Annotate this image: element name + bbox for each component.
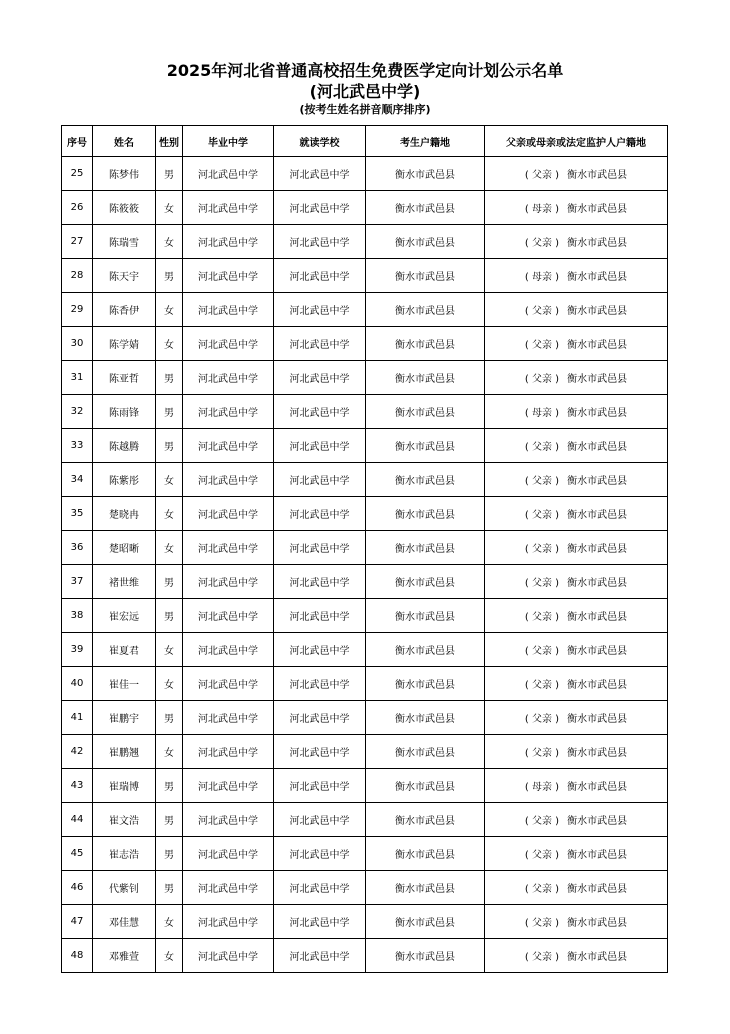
table-row (62, 939, 668, 973)
guardian-relation: ( 父亲 ) (524, 680, 560, 691)
cell-grad-school: 河北武邑中学 (183, 599, 274, 633)
guardian-relation: ( 母亲 ) (524, 204, 560, 215)
cell-guardian-hukou (485, 259, 668, 293)
guardian-relation: ( 父亲 ) (524, 884, 560, 895)
cell-name: 陈梦伟 (93, 157, 156, 191)
table-row (62, 667, 668, 701)
cell-grad-school: 河北武邑中学 (183, 939, 274, 973)
cell-current-school: 河北武邑中学 (274, 293, 366, 327)
cell-hukou: 衡水市武邑县 (366, 531, 485, 565)
cell-seq: 36 (62, 531, 93, 565)
cell-hukou: 衡水市武邑县 (366, 667, 485, 701)
guardian-relation: ( 父亲 ) (524, 646, 560, 657)
guardian-place: 衡水市武邑县 (567, 714, 628, 725)
cell-hukou: 衡水市武邑县 (366, 293, 485, 327)
cell-gender: 男 (156, 565, 183, 599)
cell-seq: 28 (62, 259, 93, 293)
document-sort-note: (按考生姓名拼音顺序排序) (299, 103, 431, 116)
cell-seq: 44 (62, 803, 93, 837)
cell-gender: 男 (156, 599, 183, 633)
cell-grad-school: 河北武邑中学 (183, 803, 274, 837)
cell-name: 崔鹏翘 (93, 735, 156, 769)
cell-current-school: 河北武邑中学 (274, 395, 366, 429)
cell-gender: 女 (156, 497, 183, 531)
guardian-place: 衡水市武邑县 (567, 272, 628, 283)
cell-current-school: 河北武邑中学 (274, 939, 366, 973)
cell-guardian-hukou (485, 327, 668, 361)
guardian-place: 衡水市武邑县 (567, 306, 628, 317)
guardian-place: 衡水市武邑县 (567, 238, 628, 249)
cell-grad-school: 河北武邑中学 (183, 395, 274, 429)
cell-seq: 46 (62, 871, 93, 905)
guardian-relation: ( 父亲 ) (524, 238, 560, 249)
cell-gender: 女 (156, 667, 183, 701)
guardian-place: 衡水市武邑县 (567, 408, 628, 419)
table-row (62, 769, 668, 803)
cell-current-school: 河北武邑中学 (274, 701, 366, 735)
guardian-relation: ( 父亲 ) (524, 306, 560, 317)
cell-seq: 47 (62, 905, 93, 939)
cell-current-school: 河北武邑中学 (274, 531, 366, 565)
cell-gender: 男 (156, 157, 183, 191)
guardian-relation: ( 母亲 ) (524, 782, 560, 793)
cell-guardian-hukou (485, 361, 668, 395)
cell-guardian-hukou (485, 599, 668, 633)
cell-name: 褚世维 (93, 565, 156, 599)
cell-name: 陈瑞雪 (93, 225, 156, 259)
cell-grad-school: 河北武邑中学 (183, 191, 274, 225)
guardian-place: 衡水市武邑县 (567, 850, 628, 861)
cell-name: 楚晓冉 (93, 497, 156, 531)
cell-seq: 40 (62, 667, 93, 701)
cell-current-school: 河北武邑中学 (274, 667, 366, 701)
cell-guardian-hukou (485, 463, 668, 497)
cell-gender: 女 (156, 463, 183, 497)
cell-seq: 29 (62, 293, 93, 327)
table-row (62, 395, 668, 429)
cell-guardian-hukou (485, 939, 668, 973)
cell-gender: 男 (156, 803, 183, 837)
cell-seq: 37 (62, 565, 93, 599)
cell-current-school: 河北武邑中学 (274, 837, 366, 871)
cell-grad-school: 河北武邑中学 (183, 225, 274, 259)
cell-seq: 30 (62, 327, 93, 361)
cell-grad-school: 河北武邑中学 (183, 327, 274, 361)
cell-current-school: 河北武邑中学 (274, 327, 366, 361)
cell-name: 崔鹏宇 (93, 701, 156, 735)
cell-current-school: 河北武邑中学 (274, 565, 366, 599)
guardian-place: 衡水市武邑县 (567, 170, 628, 181)
guardian-relation: ( 父亲 ) (524, 816, 560, 827)
cell-guardian-hukou (485, 769, 668, 803)
cell-name: 陈筱筱 (93, 191, 156, 225)
cell-grad-school: 河北武邑中学 (183, 667, 274, 701)
cell-gender: 男 (156, 871, 183, 905)
cell-name: 崔佳一 (93, 667, 156, 701)
cell-guardian-hukou (485, 429, 668, 463)
cell-name: 邓佳慧 (93, 905, 156, 939)
cell-grad-school: 河北武邑中学 (183, 769, 274, 803)
cell-guardian-hukou (485, 531, 668, 565)
table-row (62, 361, 668, 395)
cell-seq: 31 (62, 361, 93, 395)
guardian-place: 衡水市武邑县 (567, 578, 628, 589)
table-row (62, 633, 668, 667)
guardian-relation: ( 父亲 ) (524, 170, 560, 181)
cell-current-school: 河北武邑中学 (274, 803, 366, 837)
table-row (62, 225, 668, 259)
table-row (62, 599, 668, 633)
cell-hukou: 衡水市武邑县 (366, 327, 485, 361)
cell-hukou: 衡水市武邑县 (366, 565, 485, 599)
table-row (62, 327, 668, 361)
cell-gender: 女 (156, 735, 183, 769)
guardian-relation: ( 父亲 ) (524, 748, 560, 759)
cell-gender: 男 (156, 259, 183, 293)
cell-current-school: 河北武邑中学 (274, 225, 366, 259)
roster-body (62, 157, 668, 973)
cell-seq: 32 (62, 395, 93, 429)
cell-hukou: 衡水市武邑县 (366, 905, 485, 939)
table-row (62, 871, 668, 905)
cell-name: 崔宏远 (93, 599, 156, 633)
cell-name: 陈紫彤 (93, 463, 156, 497)
cell-hukou: 衡水市武邑县 (366, 259, 485, 293)
cell-seq: 39 (62, 633, 93, 667)
cell-grad-school: 河北武邑中学 (183, 565, 274, 599)
cell-gender: 女 (156, 191, 183, 225)
cell-guardian-hukou (485, 565, 668, 599)
guardian-relation: ( 父亲 ) (524, 714, 560, 725)
guardian-place: 衡水市武邑县 (567, 680, 628, 691)
table-row (62, 531, 668, 565)
cell-seq: 34 (62, 463, 93, 497)
guardian-place: 衡水市武邑县 (567, 510, 628, 521)
cell-gender: 男 (156, 395, 183, 429)
guardian-place: 衡水市武邑县 (567, 374, 628, 385)
cell-current-school: 河北武邑中学 (274, 769, 366, 803)
cell-seq: 35 (62, 497, 93, 531)
table-row (62, 497, 668, 531)
guardian-relation: ( 父亲 ) (524, 374, 560, 385)
cell-hukou: 衡水市武邑县 (366, 361, 485, 395)
cell-seq: 38 (62, 599, 93, 633)
cell-name: 崔夏君 (93, 633, 156, 667)
cell-guardian-hukou (485, 667, 668, 701)
guardian-relation: ( 母亲 ) (524, 408, 560, 419)
cell-guardian-hukou (485, 497, 668, 531)
document-school-subtitle: (河北武邑中学) (309, 82, 421, 101)
cell-gender: 男 (156, 769, 183, 803)
guardian-relation: ( 父亲 ) (524, 442, 560, 453)
guardian-place: 衡水市武邑县 (567, 816, 628, 827)
cell-name: 崔瑞博 (93, 769, 156, 803)
cell-current-school: 河北武邑中学 (274, 599, 366, 633)
cell-seq: 33 (62, 429, 93, 463)
cell-guardian-hukou (485, 633, 668, 667)
guardian-relation: ( 母亲 ) (524, 272, 560, 283)
cell-hukou: 衡水市武邑县 (366, 225, 485, 259)
guardian-relation: ( 父亲 ) (524, 510, 560, 521)
cell-hukou: 衡水市武邑县 (366, 871, 485, 905)
cell-hukou: 衡水市武邑县 (366, 157, 485, 191)
table-row (62, 293, 668, 327)
cell-name: 邓雅萱 (93, 939, 156, 973)
cell-guardian-hukou (485, 735, 668, 769)
header-hukou: 考生户籍地 (366, 126, 485, 157)
document-title: 2025年河北省普通高校招生免费医学定向计划公示名单 (166, 61, 564, 80)
cell-guardian-hukou (485, 395, 668, 429)
cell-hukou: 衡水市武邑县 (366, 837, 485, 871)
cell-hukou: 衡水市武邑县 (366, 191, 485, 225)
cell-guardian-hukou (485, 837, 668, 871)
guardian-place: 衡水市武邑县 (567, 748, 628, 759)
cell-gender: 女 (156, 633, 183, 667)
cell-hukou: 衡水市武邑县 (366, 701, 485, 735)
cell-hukou: 衡水市武邑县 (366, 599, 485, 633)
table-row (62, 837, 668, 871)
guardian-place: 衡水市武邑县 (567, 918, 628, 929)
cell-seq: 45 (62, 837, 93, 871)
roster-table (61, 125, 668, 973)
cell-current-school: 河北武邑中学 (274, 191, 366, 225)
cell-current-school: 河北武邑中学 (274, 735, 366, 769)
cell-hukou: 衡水市武邑县 (366, 803, 485, 837)
cell-gender: 男 (156, 429, 183, 463)
cell-guardian-hukou (485, 701, 668, 735)
cell-gender: 女 (156, 293, 183, 327)
cell-grad-school: 河北武邑中学 (183, 871, 274, 905)
cell-gender: 女 (156, 225, 183, 259)
table-row (62, 565, 668, 599)
cell-grad-school: 河北武邑中学 (183, 633, 274, 667)
guardian-place: 衡水市武邑县 (567, 612, 628, 623)
cell-guardian-hukou (485, 157, 668, 191)
guardian-relation: ( 父亲 ) (524, 544, 560, 555)
cell-grad-school: 河北武邑中学 (183, 361, 274, 395)
guardian-relation: ( 父亲 ) (524, 476, 560, 487)
cell-name: 陈天宇 (93, 259, 156, 293)
guardian-place: 衡水市武邑县 (567, 884, 628, 895)
table-row (62, 735, 668, 769)
cell-seq: 48 (62, 939, 93, 973)
guardian-place: 衡水市武邑县 (567, 782, 628, 793)
header-current-school: 就读学校 (274, 126, 366, 157)
guardian-place: 衡水市武邑县 (567, 544, 628, 555)
cell-guardian-hukou (485, 225, 668, 259)
cell-current-school: 河北武邑中学 (274, 633, 366, 667)
cell-gender: 女 (156, 939, 183, 973)
cell-name: 楚昭晰 (93, 531, 156, 565)
cell-seq: 25 (62, 157, 93, 191)
cell-guardian-hukou (485, 905, 668, 939)
cell-grad-school: 河北武邑中学 (183, 701, 274, 735)
cell-hukou: 衡水市武邑县 (366, 735, 485, 769)
cell-seq: 41 (62, 701, 93, 735)
guardian-relation: ( 父亲 ) (524, 612, 560, 623)
cell-hukou: 衡水市武邑县 (366, 497, 485, 531)
header-gender: 性别 (156, 126, 183, 157)
cell-name: 代紫钊 (93, 871, 156, 905)
cell-name: 陈雨锋 (93, 395, 156, 429)
cell-current-school: 河北武邑中学 (274, 871, 366, 905)
cell-gender: 女 (156, 531, 183, 565)
cell-current-school: 河北武邑中学 (274, 497, 366, 531)
cell-gender: 女 (156, 905, 183, 939)
cell-grad-school: 河北武邑中学 (183, 837, 274, 871)
cell-name: 崔志浩 (93, 837, 156, 871)
cell-seq: 43 (62, 769, 93, 803)
cell-hukou: 衡水市武邑县 (366, 633, 485, 667)
cell-hukou: 衡水市武邑县 (366, 939, 485, 973)
cell-current-school: 河北武邑中学 (274, 463, 366, 497)
cell-hukou: 衡水市武邑县 (366, 429, 485, 463)
cell-name: 陈学婧 (93, 327, 156, 361)
cell-hukou: 衡水市武邑县 (366, 463, 485, 497)
table-row (62, 259, 668, 293)
table-row (62, 463, 668, 497)
guardian-place: 衡水市武邑县 (567, 204, 628, 215)
cell-current-school: 河北武邑中学 (274, 259, 366, 293)
cell-grad-school: 河北武邑中学 (183, 157, 274, 191)
guardian-relation: ( 父亲 ) (524, 340, 560, 351)
guardian-relation: ( 父亲 ) (524, 850, 560, 861)
cell-current-school: 河北武邑中学 (274, 905, 366, 939)
table-row (62, 803, 668, 837)
cell-seq: 26 (62, 191, 93, 225)
header-name: 姓名 (93, 126, 156, 157)
cell-seq: 42 (62, 735, 93, 769)
cell-current-school: 河北武邑中学 (274, 157, 366, 191)
cell-name: 陈香伊 (93, 293, 156, 327)
table-row (62, 701, 668, 735)
table-header-row (62, 126, 668, 157)
cell-gender: 男 (156, 701, 183, 735)
header-seq: 序号 (62, 126, 93, 157)
guardian-relation: ( 父亲 ) (524, 952, 560, 963)
cell-name: 陈亚哲 (93, 361, 156, 395)
cell-grad-school: 河北武邑中学 (183, 531, 274, 565)
guardian-relation: ( 父亲 ) (524, 918, 560, 929)
cell-seq: 27 (62, 225, 93, 259)
table-row (62, 157, 668, 191)
header-grad-school: 毕业中学 (183, 126, 274, 157)
cell-hukou: 衡水市武邑县 (366, 769, 485, 803)
cell-current-school: 河北武邑中学 (274, 361, 366, 395)
cell-grad-school: 河北武邑中学 (183, 497, 274, 531)
cell-grad-school: 河北武邑中学 (183, 293, 274, 327)
cell-hukou: 衡水市武邑县 (366, 395, 485, 429)
cell-name: 陈越腾 (93, 429, 156, 463)
guardian-relation: ( 父亲 ) (524, 578, 560, 589)
table-row (62, 905, 668, 939)
header-guardian-hukou: 父亲或母亲或法定监护人户籍地 (485, 126, 668, 157)
cell-grad-school: 河北武邑中学 (183, 463, 274, 497)
cell-guardian-hukou (485, 191, 668, 225)
table-row (62, 429, 668, 463)
guardian-place: 衡水市武邑县 (567, 952, 628, 963)
cell-grad-school: 河北武邑中学 (183, 429, 274, 463)
cell-name: 崔文浩 (93, 803, 156, 837)
cell-gender: 男 (156, 837, 183, 871)
cell-gender: 男 (156, 361, 183, 395)
cell-current-school: 河北武邑中学 (274, 429, 366, 463)
guardian-place: 衡水市武邑县 (567, 340, 628, 351)
cell-guardian-hukou (485, 803, 668, 837)
table-row (62, 191, 668, 225)
cell-gender: 女 (156, 327, 183, 361)
guardian-place: 衡水市武邑县 (567, 646, 628, 657)
cell-grad-school: 河北武邑中学 (183, 735, 274, 769)
cell-grad-school: 河北武邑中学 (183, 259, 274, 293)
cell-guardian-hukou (485, 293, 668, 327)
cell-guardian-hukou (485, 871, 668, 905)
guardian-place: 衡水市武邑县 (567, 442, 628, 453)
cell-grad-school: 河北武邑中学 (183, 905, 274, 939)
guardian-place: 衡水市武邑县 (567, 476, 628, 487)
